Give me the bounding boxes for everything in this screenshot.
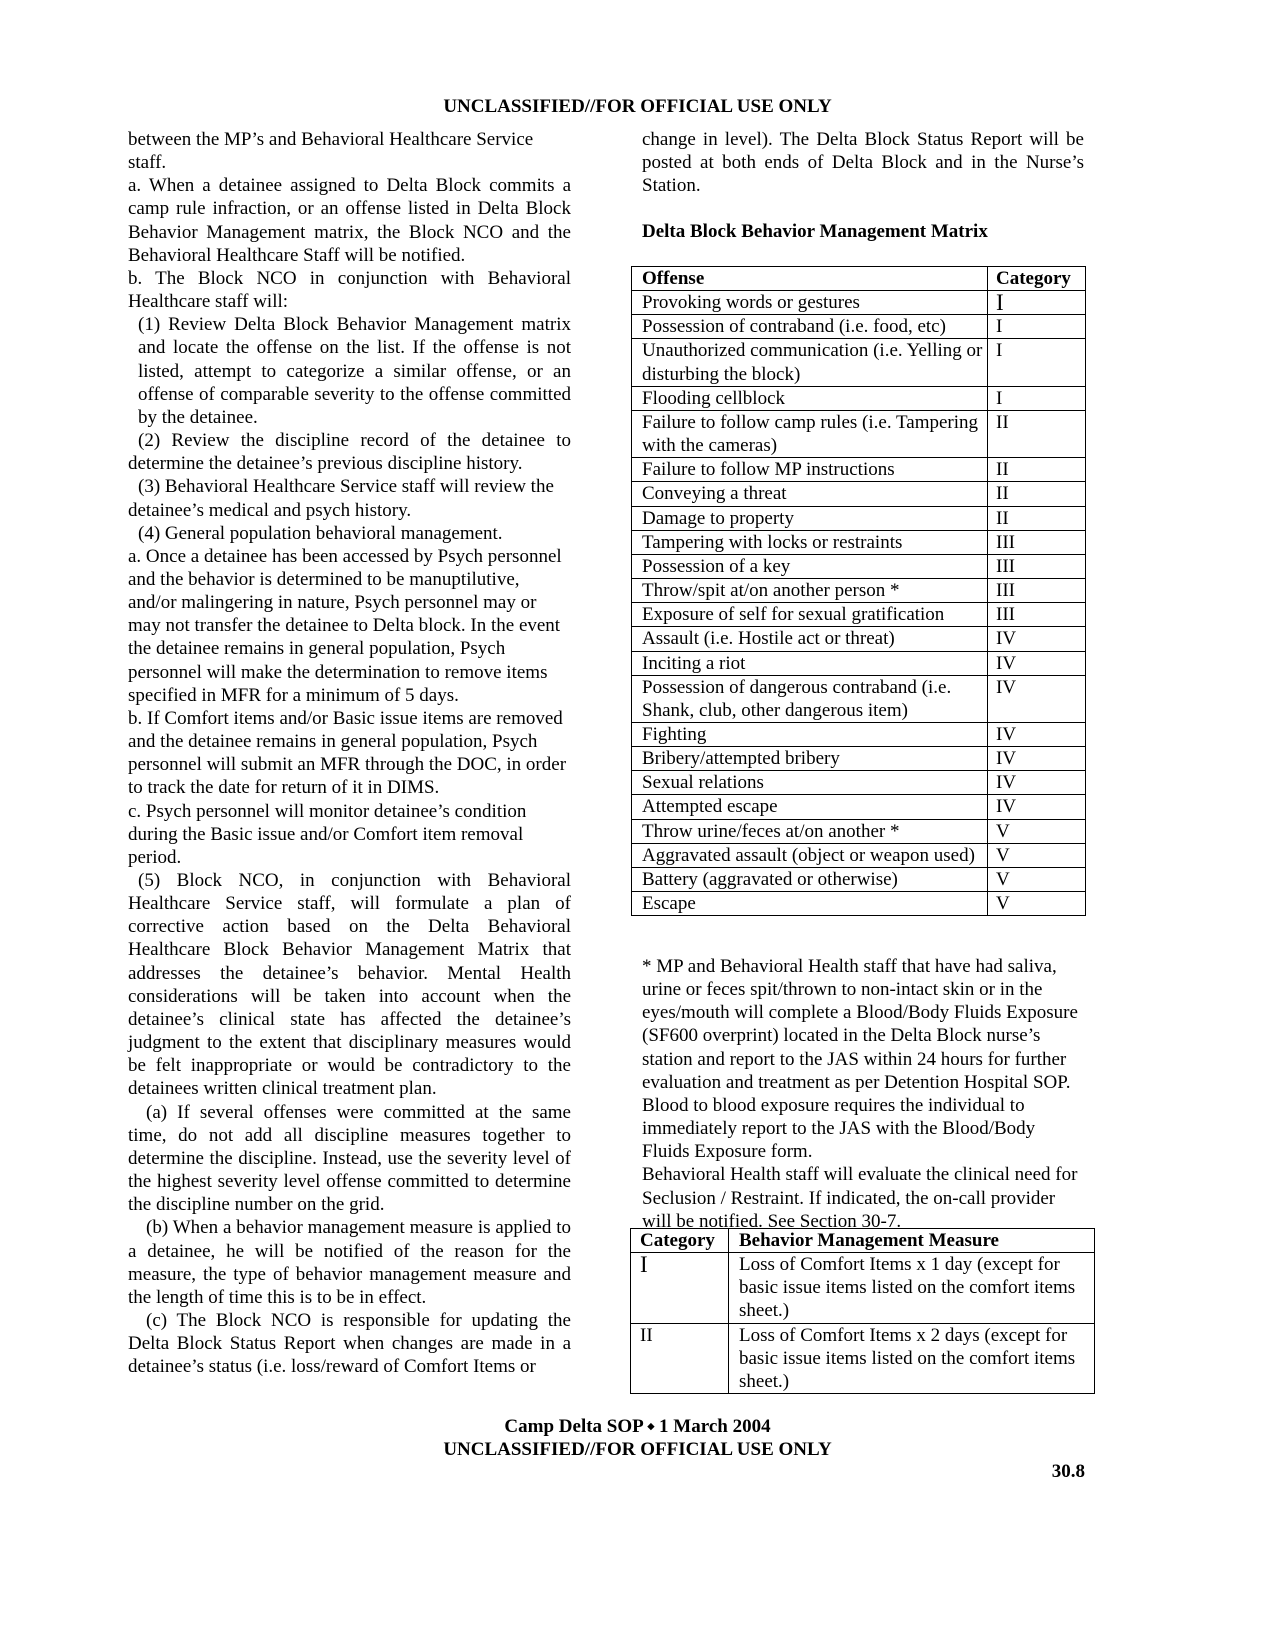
behavior-measure-table (630, 1228, 1095, 1394)
right-column (642, 128, 1084, 244)
measure-cell: Loss of Comfort Items x 2 days (except for basic issue items listed on the comfort items sheet.) (729, 1323, 1095, 1393)
category-cell: I (988, 386, 1086, 410)
category-cell: III (988, 603, 1086, 627)
category-cell: V (988, 843, 1086, 867)
paragraph: b. If Comfort items and/or Basic issue items are removed and the detainee remains in general population, Psych personnel will submit an MFR through the DOC, in order to track the date for return of it in DIMS. (128, 707, 567, 799)
table-row (632, 819, 1086, 843)
category-cell: II (988, 506, 1086, 530)
paragraph: a. When a detainee assigned to Delta Block commits a camp rule infraction, or an offense listed in Delta Block Behavior Management matrix, the Block NCO and the Behavioral Healthcare Staff will be notified. (128, 175, 571, 266)
offense-cell: Battery (aggravated or otherwise) (632, 867, 988, 891)
category-cell: IV (988, 627, 1086, 651)
offense-cell: Assault (i.e. Hostile act or threat) (632, 627, 988, 651)
right-column-lower (642, 955, 1084, 1233)
category-cell: I (631, 1253, 729, 1323)
offense-cell: Provoking words or gestures (632, 291, 988, 315)
table-row (632, 554, 1086, 578)
category-cell: IV (988, 771, 1086, 795)
offense-cell: Attempted escape (632, 795, 988, 819)
category-cell: IV (988, 675, 1086, 722)
measure-cell: Loss of Comfort Items x 1 day (except for basic issue items listed on the comfort items sheet.) (729, 1253, 1095, 1323)
table-row (632, 747, 1086, 771)
table-row (632, 458, 1086, 482)
table-row (632, 506, 1086, 530)
offense-cell: Conveying a threat (632, 482, 988, 506)
category-cell: I (988, 315, 1086, 339)
matrix-title: Delta Block Behavior Management Matrix (642, 221, 988, 243)
table-row (632, 386, 1086, 410)
seclusion-note: Behavioral Health staff will evaluate the clinical need for Seclusion / Restraint. If indicated, the on-call provider will be notified. See Section 30-7. (642, 1164, 1078, 1232)
table-row (631, 1253, 1095, 1323)
table-row (632, 627, 1086, 651)
continuation-paragraph: change in level). The Delta Block Status Report will be posted at both ends of Delta Block and in the Nurse’s Station. (642, 129, 1084, 197)
table-row (632, 722, 1086, 746)
table-row (632, 843, 1086, 867)
paragraph: (1) Review Delta Block Behavior Management matrix and locate the offense on the list. If the offense is not listed, attempt to categorize a similar offense, or an offense of comparable severity to the offense committed by the detainee. (138, 314, 571, 428)
offense-matrix-table (631, 266, 1086, 916)
category-cell: IV (988, 747, 1086, 771)
table-row (632, 315, 1086, 339)
offense-cell: Tampering with locks or restraints (632, 530, 988, 554)
offense-cell: Throw urine/feces at/on another * (632, 819, 988, 843)
table-row (632, 892, 1086, 916)
category-header: Category (988, 267, 1086, 291)
offense-cell: Bribery/attempted bribery (632, 747, 988, 771)
table-row (632, 482, 1086, 506)
footer-classification: UNCLASSIFIED//FOR OFFICIAL USE ONLY (443, 1439, 832, 1460)
paragraph: b. The Block NCO in conjunction with Behavioral Healthcare staff will: (128, 267, 571, 313)
offense-cell: Damage to property (632, 506, 988, 530)
category-cell: I (988, 339, 1086, 386)
measure-header: Behavior Management Measure (729, 1229, 1095, 1253)
category-cell: IV (988, 795, 1086, 819)
offense-cell: Escape (632, 892, 988, 916)
offense-cell: Failure to follow camp rules (i.e. Tampering with the cameras) (632, 410, 988, 457)
offense-cell: Inciting a riot (632, 651, 988, 675)
offense-cell: Possession of contraband (i.e. food, etc) (632, 315, 988, 339)
paragraph: (2) Review the discipline record of the detainee to determine the detainee’s previous discipline history. (128, 430, 571, 475)
offense-cell: Fighting (632, 722, 988, 746)
paragraph: between the MP’s and Behavioral Healthcare Service staff. (128, 129, 534, 174)
table-row (632, 339, 1086, 386)
category-cell: V (988, 819, 1086, 843)
category-cell: IV (988, 651, 1086, 675)
table-row (632, 771, 1086, 795)
offense-cell: Exposure of self for sexual gratification (632, 603, 988, 627)
category-cell: II (631, 1323, 729, 1393)
category-cell: II (988, 458, 1086, 482)
category-header: Category (631, 1229, 729, 1253)
offense-cell: Unauthorized communication (i.e. Yelling or disturbing the block) (632, 339, 988, 386)
table-row (632, 603, 1086, 627)
paragraph: c. Psych personnel will monitor detainee’s condition during the Basic issue and/or Comfort item removal period. (128, 800, 527, 868)
paragraph: (3) Behavioral Healthcare Service staff will review the detainee’s medical and psych history. (128, 476, 554, 521)
table-row (631, 1323, 1095, 1393)
category-cell: II (988, 482, 1086, 506)
footer-title: Camp Delta SOP ⬩ 1 March 2004 (504, 1416, 771, 1437)
paragraph: (a) If several offenses were committed at the same time, do not add all discipline measures together to determine the discipline. Instead, use the severity level of the highest severity level offense committed to determine the discipline number on the grid. (128, 1101, 571, 1216)
table-row (632, 795, 1086, 819)
table-row (632, 530, 1086, 554)
offense-header: Offense (632, 267, 988, 291)
paragraph: (5) Block NCO, in conjunction with Behavioral Healthcare Service staff, will formulate a plan of corrective action based on the Delta Behavioral Healthcare Block Behavior Management Matrix that addresses the detainee’s behavior. Mental Health considerations will be taken into account when the detainee’s clinical state has affected the detainee’s judgment to the extent that disciplinary measures would be felt inappropriate or would be contradictory to the detainees written clinical treatment plan. (128, 870, 571, 1100)
category-cell: II (988, 410, 1086, 457)
header-classification: UNCLASSIFIED//FOR OFFICIAL USE ONLY (443, 96, 832, 117)
table-row (632, 867, 1086, 891)
table-row (632, 651, 1086, 675)
offense-cell: Aggravated assault (object or weapon used) (632, 843, 988, 867)
page-number: 30.8 (1051, 1461, 1085, 1482)
paragraph: a. Once a detainee has been accessed by Psych personnel and the behavior is determined to be manuptilutive, and/or malingering in nature, Psych personnel may or may not transfer the detainee to Delta block. In the event the detainee remains in general population, Psych personnel will make the determination to remove items specified in MFR for a minimum of 5 days. (128, 545, 562, 706)
table-row (632, 291, 1086, 315)
table-row (632, 410, 1086, 457)
table-row (632, 675, 1086, 722)
table-row (632, 579, 1086, 603)
paragraph: (4) General population behavioral management. (138, 522, 503, 544)
offense-cell: Possession of dangerous contraband (i.e. Shank, club, other dangerous item) (632, 675, 988, 722)
category-cell: IV (988, 722, 1086, 746)
offense-cell: Throw/spit at/on another person * (632, 579, 988, 603)
category-cell: I (988, 291, 1086, 315)
category-cell: III (988, 579, 1086, 603)
category-cell: V (988, 892, 1086, 916)
paragraph: (c) The Block NCO is responsible for updating the Delta Block Status Report when changes are made in a detainee’s status (i.e. loss/reward of Comfort Items or (128, 1309, 571, 1378)
offense-cell: Possession of a key (632, 554, 988, 578)
left-column (128, 128, 571, 1378)
category-cell: III (988, 530, 1086, 554)
offense-cell: Failure to follow MP instructions (632, 458, 988, 482)
paragraph: (b) When a behavior management measure is applied to a detainee, he will be notified of the reason for the measure, the type of behavior management measure and the length of time this is to be in effect. (128, 1217, 571, 1308)
footnote: * MP and Behavioral Health staff that have had saliva, urine or feces spit/thrown to non-intact skin or in the eyes/mouth will complete a Blood/Body Fluids Exposure (SF600 overprint) located in the Delta Block nurse’s station and report to the JAS within 24 hours for further evaluation and treatment as per Detention Hospital SOP. Blood to blood exposure requires the individual to immediately report to the JAS with the Blood/Body Fluids Exposure form. (642, 956, 1078, 1163)
category-cell: III (988, 554, 1086, 578)
offense-cell: Flooding cellblock (632, 386, 988, 410)
offense-cell: Sexual relations (632, 771, 988, 795)
category-cell: V (988, 867, 1086, 891)
